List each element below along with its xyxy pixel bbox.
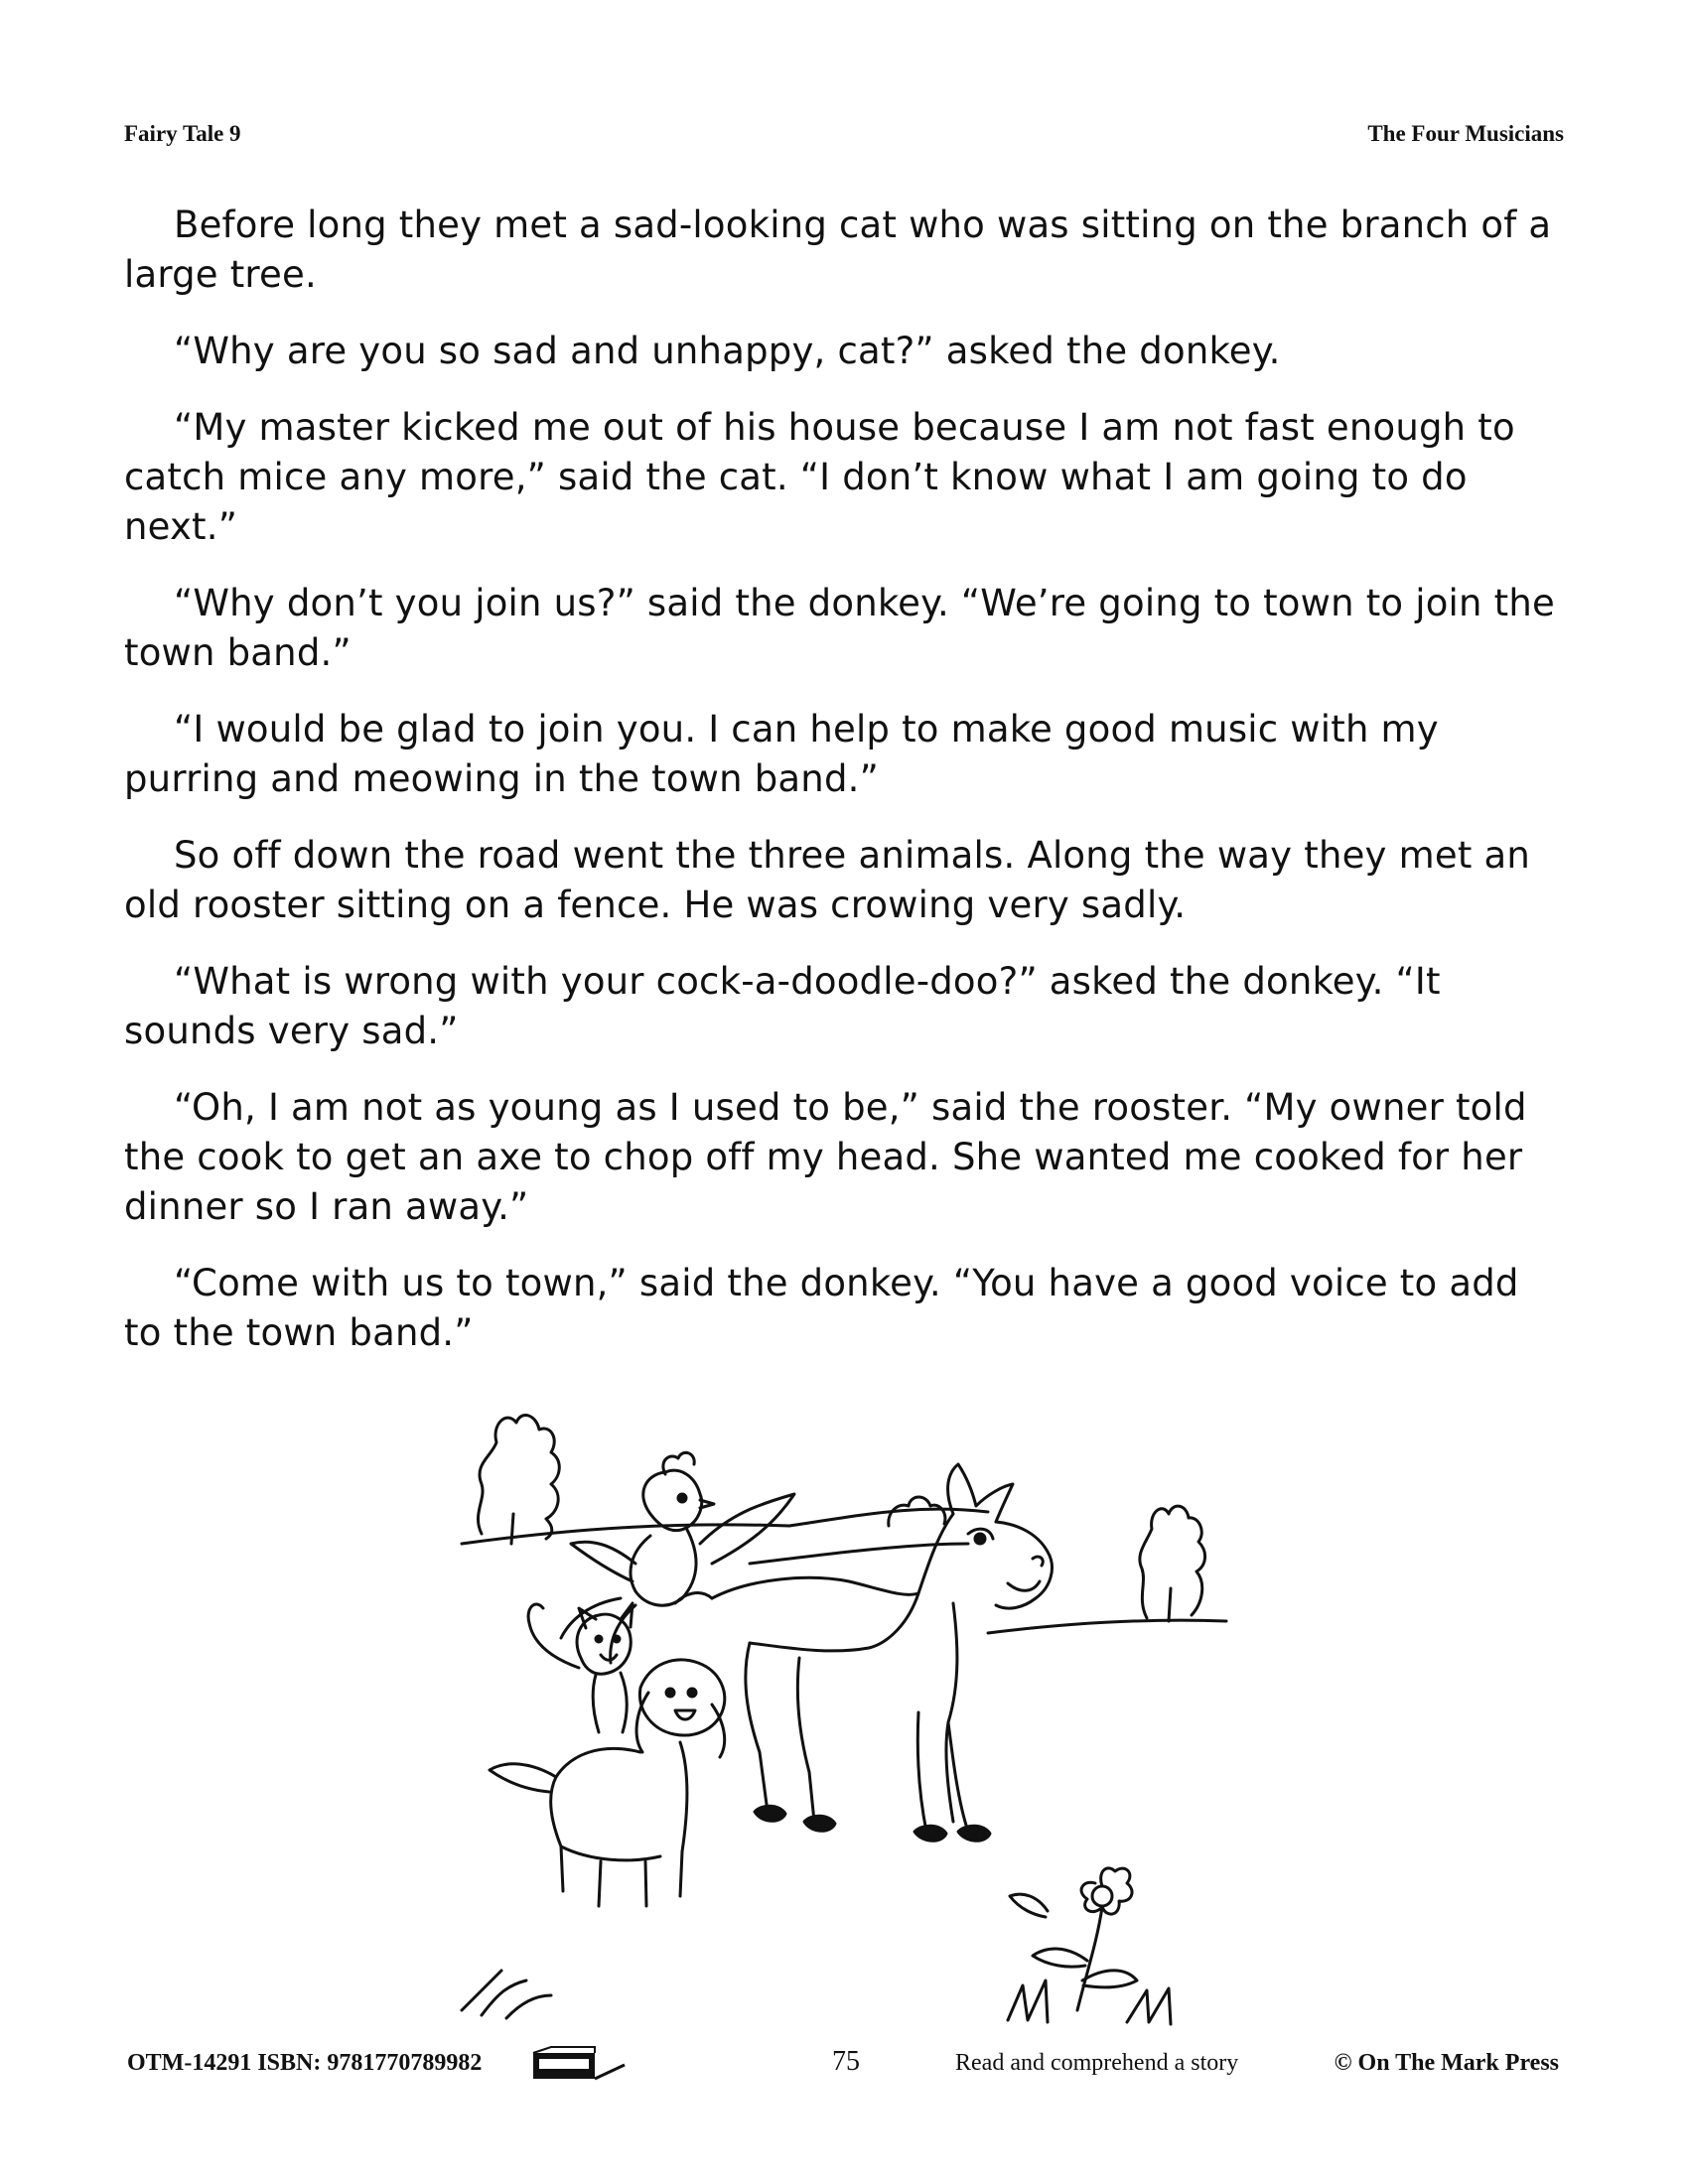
four-musicians-illustration — [452, 1395, 1236, 2030]
story-paragraph: So off down the road went the three animals. Along the way they met an old rooster sitting on a fence. He was crowing very sadly. — [124, 834, 1531, 926]
story-paragraph: “My master kicked me out of his house because I am not fast enough to catch mice any more,” said the cat. “I don’t know what I am going to do next.” — [124, 406, 1515, 548]
header-series-label: Fairy Tale 9 — [124, 121, 241, 146]
footer-product-code: OTM-14291 ISBN: 9781770789982 — [127, 2050, 483, 2076]
story-paragraph: Before long they met a sad-looking cat who was sitting on the branch of a large tree. — [124, 204, 1552, 296]
reading-book-icon — [531, 2045, 627, 2081]
story-paragraph: “Why don’t you join us?” said the donkey. “We’re going to town to join the town band.” — [124, 582, 1555, 674]
header-story-title: The Four Musicians — [1367, 121, 1564, 146]
story-paragraph: “Come with us to town,” said the donkey. “You have a good voice to add to the town band.” — [124, 1262, 1519, 1354]
page-number: 75 — [832, 2046, 860, 2077]
story-paragraph: “What is wrong with your cock-a-doodle-doo?” asked the donkey. “It sounds very sad.” — [124, 960, 1441, 1052]
story-paragraph: “I would be glad to join you. I can help to make good music with my purring and meowing in the town band.” — [124, 708, 1439, 800]
story-text — [124, 201, 1564, 1385]
story-paragraph: “Why are you so sad and unhappy, cat?” asked the donkey. — [174, 330, 1281, 372]
footer-description: Read and comprehend a story — [955, 2050, 1239, 2076]
footer-copyright: © On The Mark Press — [1334, 2050, 1559, 2076]
story-paragraph: “Oh, I am not as young as I used to be,” said the rooster. “My owner told the cook to get an axe to chop off my head. She wanted me cooked for her dinner so I ran away.” — [124, 1086, 1527, 1228]
